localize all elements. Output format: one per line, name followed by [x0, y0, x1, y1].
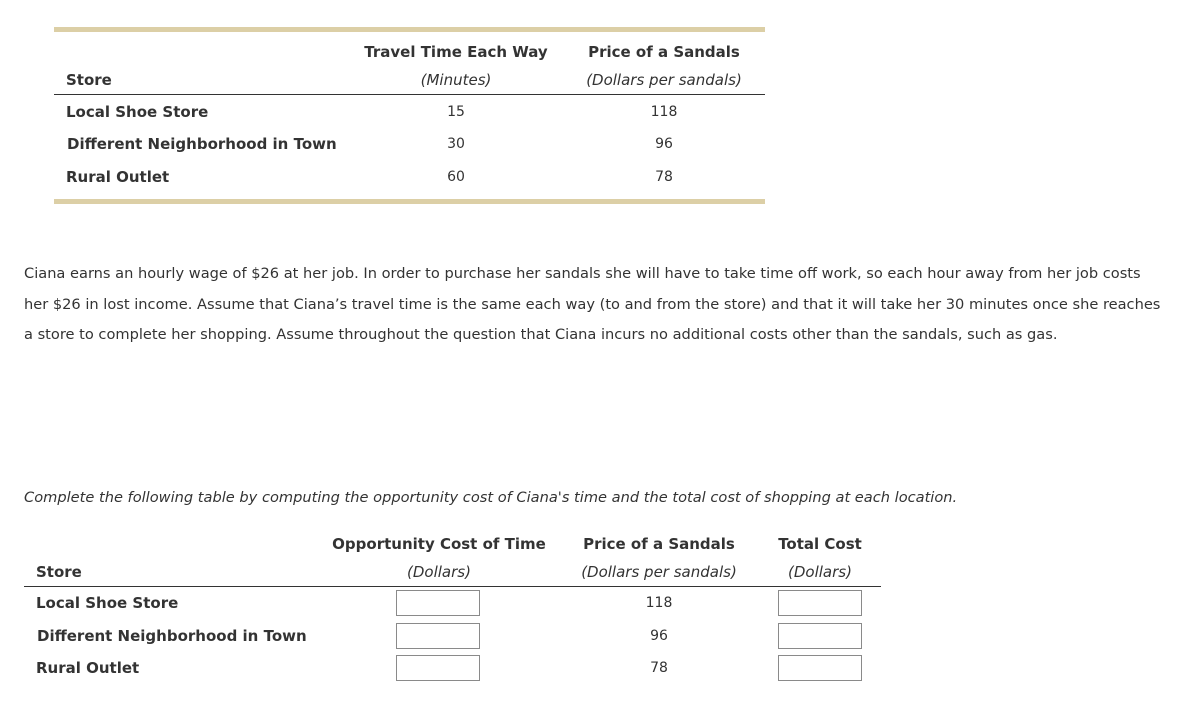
header-divider: [24, 586, 881, 587]
table-bottom-border: [54, 199, 765, 204]
opp-cost-header: Opportunity Cost of Time: [332, 535, 546, 553]
price-value: 78: [650, 660, 668, 676]
store-name: Rural Outlet: [36, 659, 140, 677]
total-cost-input[interactable]: [778, 590, 862, 616]
opp-cost-input[interactable]: [396, 655, 480, 681]
header-divider: [54, 94, 765, 95]
instructions: Complete the following table by computing the opportunity cost of Ciana's time and the total cost of shopping at each location.: [24, 489, 958, 506]
travel-time-value: 60: [447, 169, 465, 185]
price-header: Price of a Sandals: [583, 535, 735, 553]
table-top-border: [54, 27, 765, 32]
store-name: Local Shoe Store: [66, 103, 209, 121]
total-cost-input[interactable]: [778, 655, 862, 681]
price-unit: (Dollars per sandals): [581, 563, 737, 581]
price-header: Price of a Sandals: [588, 43, 740, 61]
store-header: Store: [66, 71, 112, 89]
store-name: Rural Outlet: [66, 168, 170, 186]
problem-paragraph: Ciana earns an hourly wage of $26 at her job. In order to purchase her sandals she will have to take time off work, so each hour away from her job costs her $26 in lost income. Assume that Ciana’s travel time is the same each way (to and from the store) and that it will take her 30 minutes once she reaches a store to complete her shopping. Assume throughout the question that Ciana incurs no additional costs other than the sandals, such as gas.: [24, 265, 1161, 343]
price-value: 96: [655, 136, 673, 152]
travel-time-value: 30: [447, 136, 465, 152]
store-header: Store: [36, 563, 82, 581]
travel-time-unit: (Minutes): [420, 71, 492, 89]
opp-cost-unit: (Dollars): [407, 563, 471, 581]
total-cost-input[interactable]: [778, 623, 862, 649]
price-value: 118: [650, 104, 678, 120]
opp-cost-input[interactable]: [396, 590, 480, 616]
total-cost-header: Total Cost: [778, 535, 862, 553]
travel-time-value: 15: [447, 104, 465, 120]
price-value: 78: [655, 169, 673, 185]
opp-cost-input[interactable]: [396, 623, 480, 649]
opportunity-cost-table: [24, 532, 881, 692]
price-unit: (Dollars per sandals): [586, 71, 742, 89]
store-name: Different Neighborhood in Town: [67, 135, 337, 153]
travel-time-header: Travel Time Each Way: [364, 43, 548, 61]
store-name: Different Neighborhood in Town: [37, 627, 307, 645]
store-name: Local Shoe Store: [36, 594, 179, 612]
price-value: 96: [650, 628, 668, 644]
total-cost-unit: (Dollars): [788, 563, 852, 581]
price-value: 118: [645, 595, 673, 611]
